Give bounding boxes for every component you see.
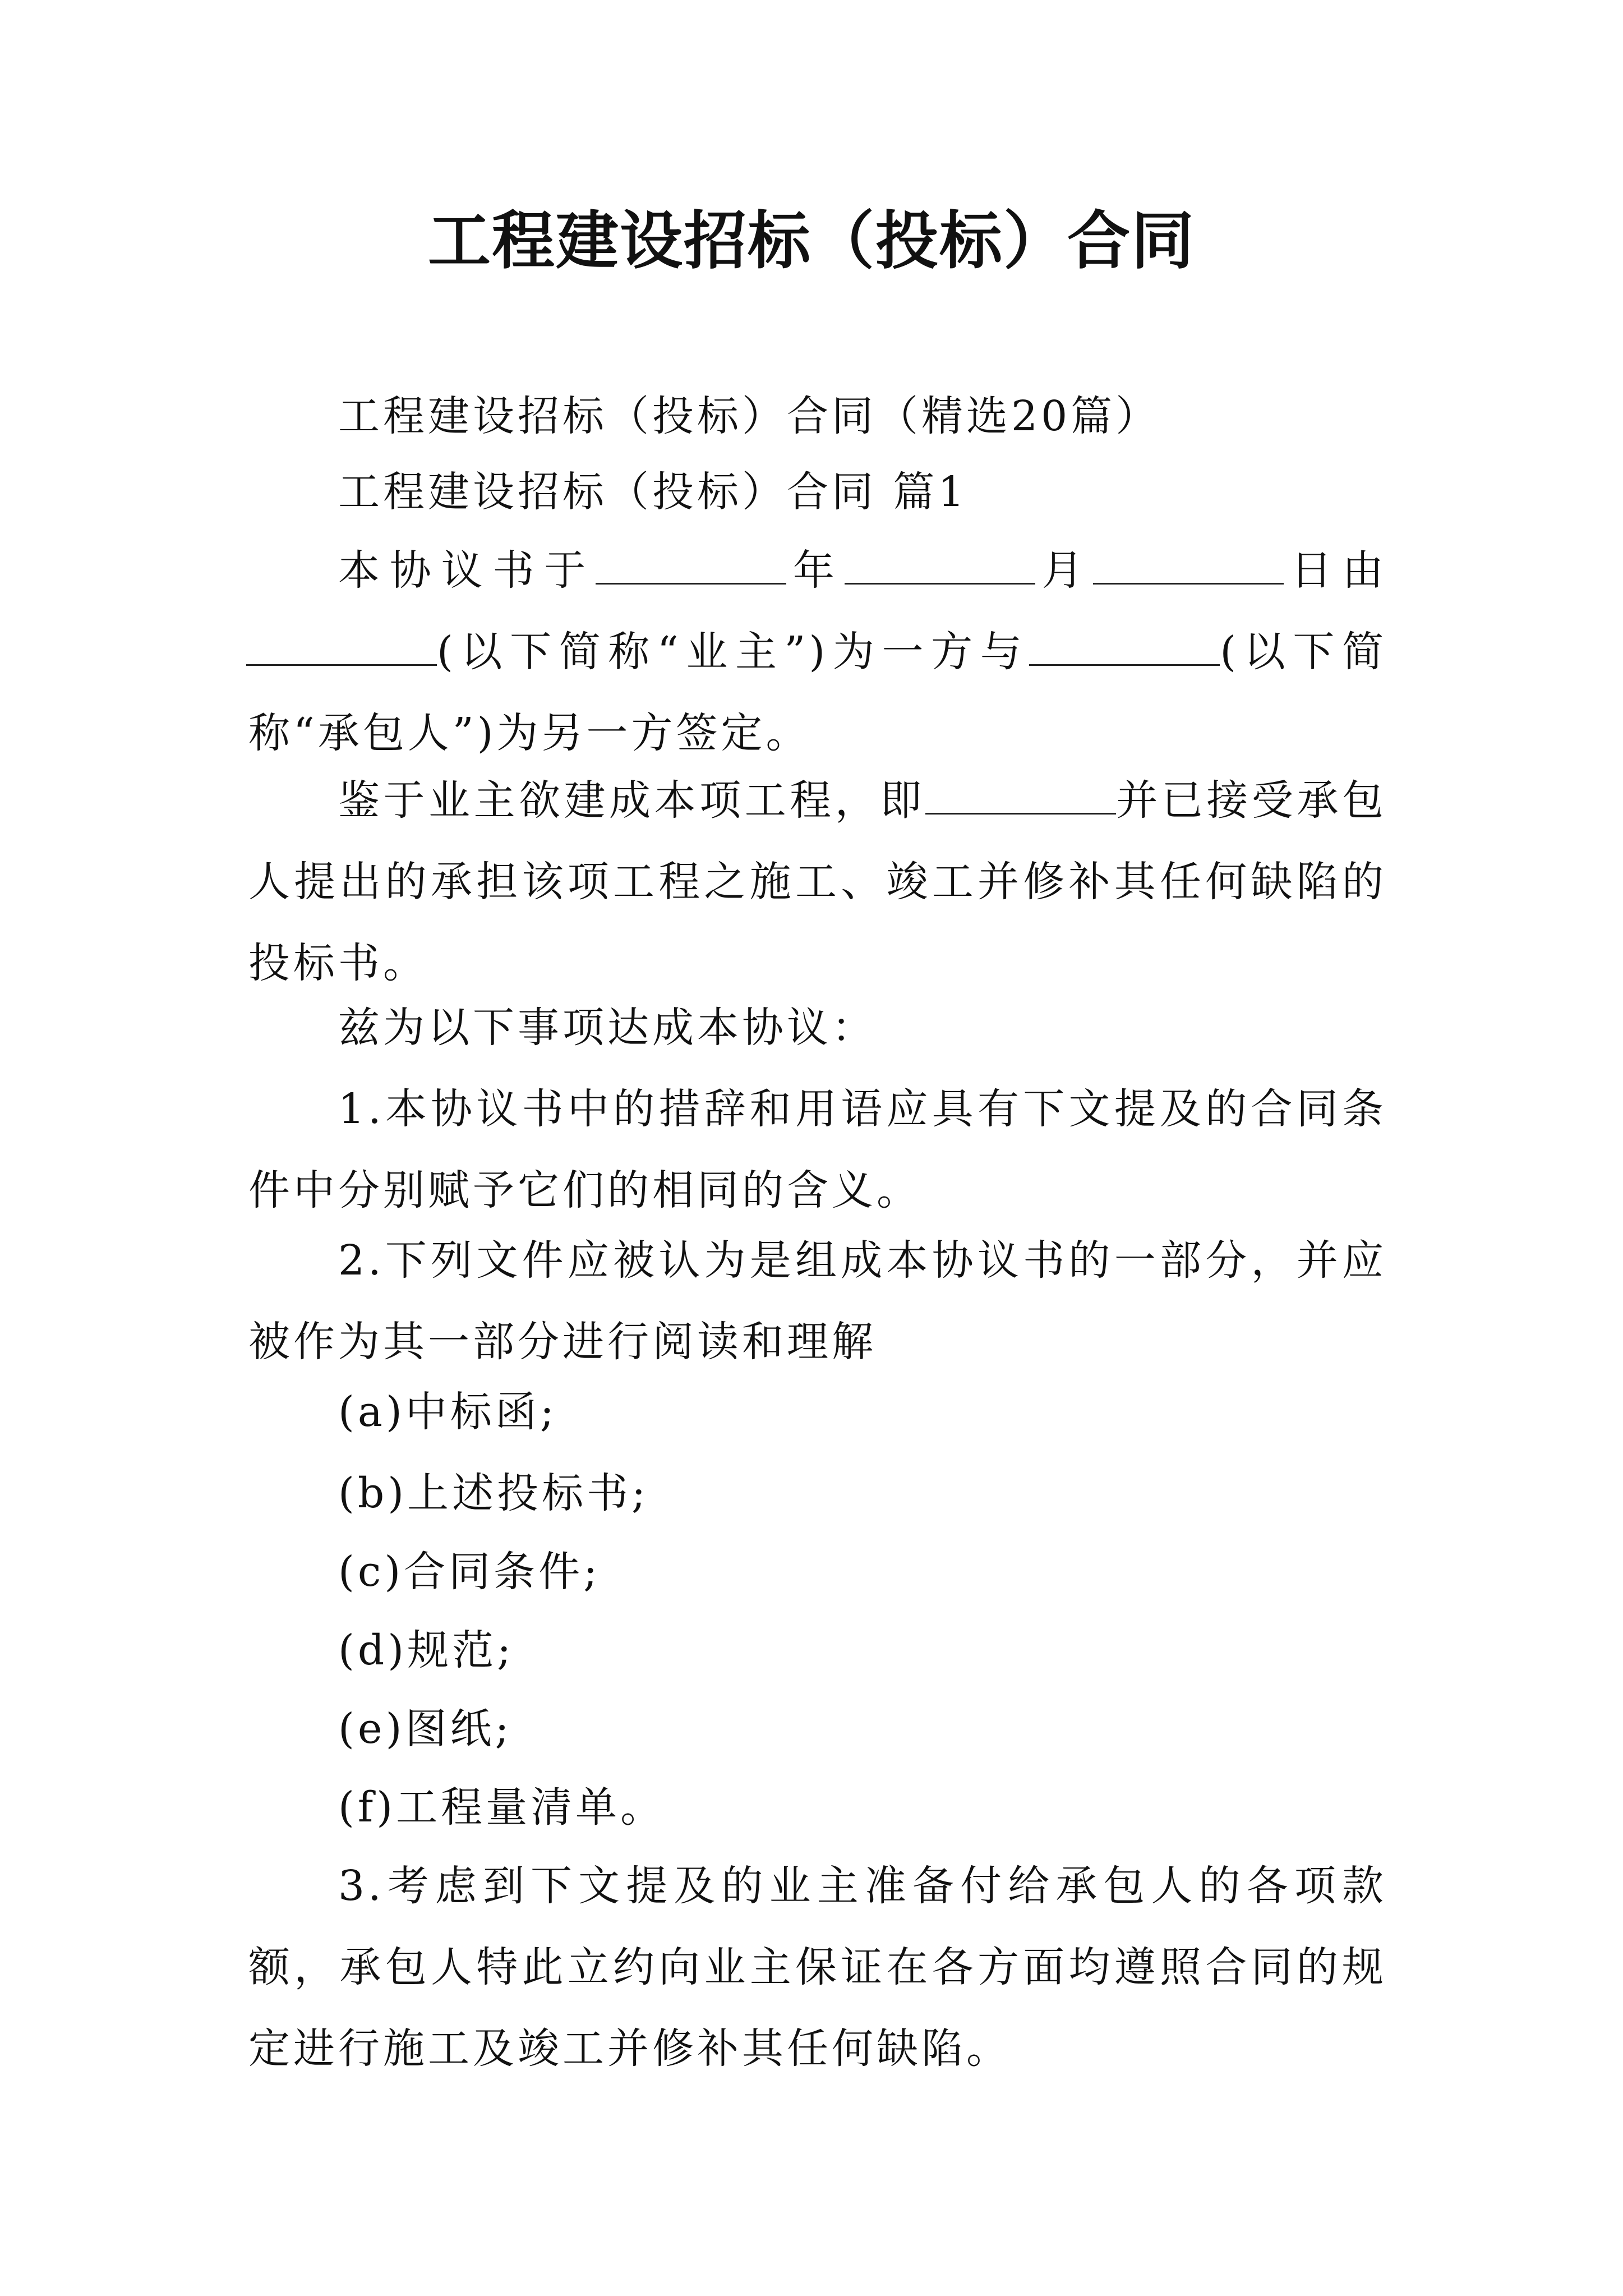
paragraph-agreed: 兹为以下事项达成本协议：: [338, 1004, 877, 1052]
section-heading: 工程建设招标（投标）合同 篇1: [338, 468, 968, 516]
list-item: (e)图纸;: [338, 1705, 513, 1753]
paragraph-clause-2: 2.下列文件应被认为是组成本协议书的一部分，并应被作为其一部分进行阅读和理解: [248, 1236, 1387, 1366]
text-segment: 本协议书于: [338, 546, 596, 595]
text-segment: 鉴于业主欲建成本项工程，即: [338, 776, 925, 825]
list-item: (a)中标函;: [338, 1388, 557, 1436]
document-title: 工程建设招标（投标）合同: [428, 204, 1195, 278]
text-segment: 日由: [1284, 546, 1387, 595]
blank-month: [845, 549, 1035, 585]
text-segment: 年: [786, 546, 845, 595]
list-item: (c)合同条件;: [338, 1548, 601, 1596]
blank-day: [1093, 549, 1284, 585]
paragraph-agreement-date: [248, 530, 1387, 774]
text-segment: (以下简称“承包人”)为另一方签定。: [248, 628, 1387, 757]
list-item: (d)规范;: [338, 1626, 515, 1674]
text-segment: 并已接受承包人提出的承担该项工程之施工、竣工并修补其任何缺陷的投标书。: [248, 776, 1387, 987]
blank-owner: [246, 631, 437, 666]
blank-year: [596, 549, 786, 585]
text-segment: 月: [1035, 546, 1094, 595]
paragraph-clause-3: 3.考虑到下文提及的业主准备付给承包人的各项款额，承包人特此立约向业主保证在各方面均遵照合同的规定进行施工及竣工并修补其任何缺陷。: [248, 1862, 1387, 2073]
blank-project-name: [925, 779, 1116, 815]
blank-contractor: [1029, 631, 1220, 666]
list-item: (b)上述投标书;: [338, 1469, 649, 1517]
text-segment: (以下简称“业主”)为一方与: [437, 628, 1030, 676]
paragraph-clause-1: 1.本协议书中的措辞和用语应具有下文提及的合同条件中分别赋予它们的相同的含义。: [248, 1085, 1387, 1214]
subtitle: 工程建设招标（投标）合同（精选20篇）: [338, 392, 1161, 440]
paragraph-whereas: [248, 760, 1387, 1004]
list-item: (f)工程量清单。: [338, 1783, 666, 1832]
